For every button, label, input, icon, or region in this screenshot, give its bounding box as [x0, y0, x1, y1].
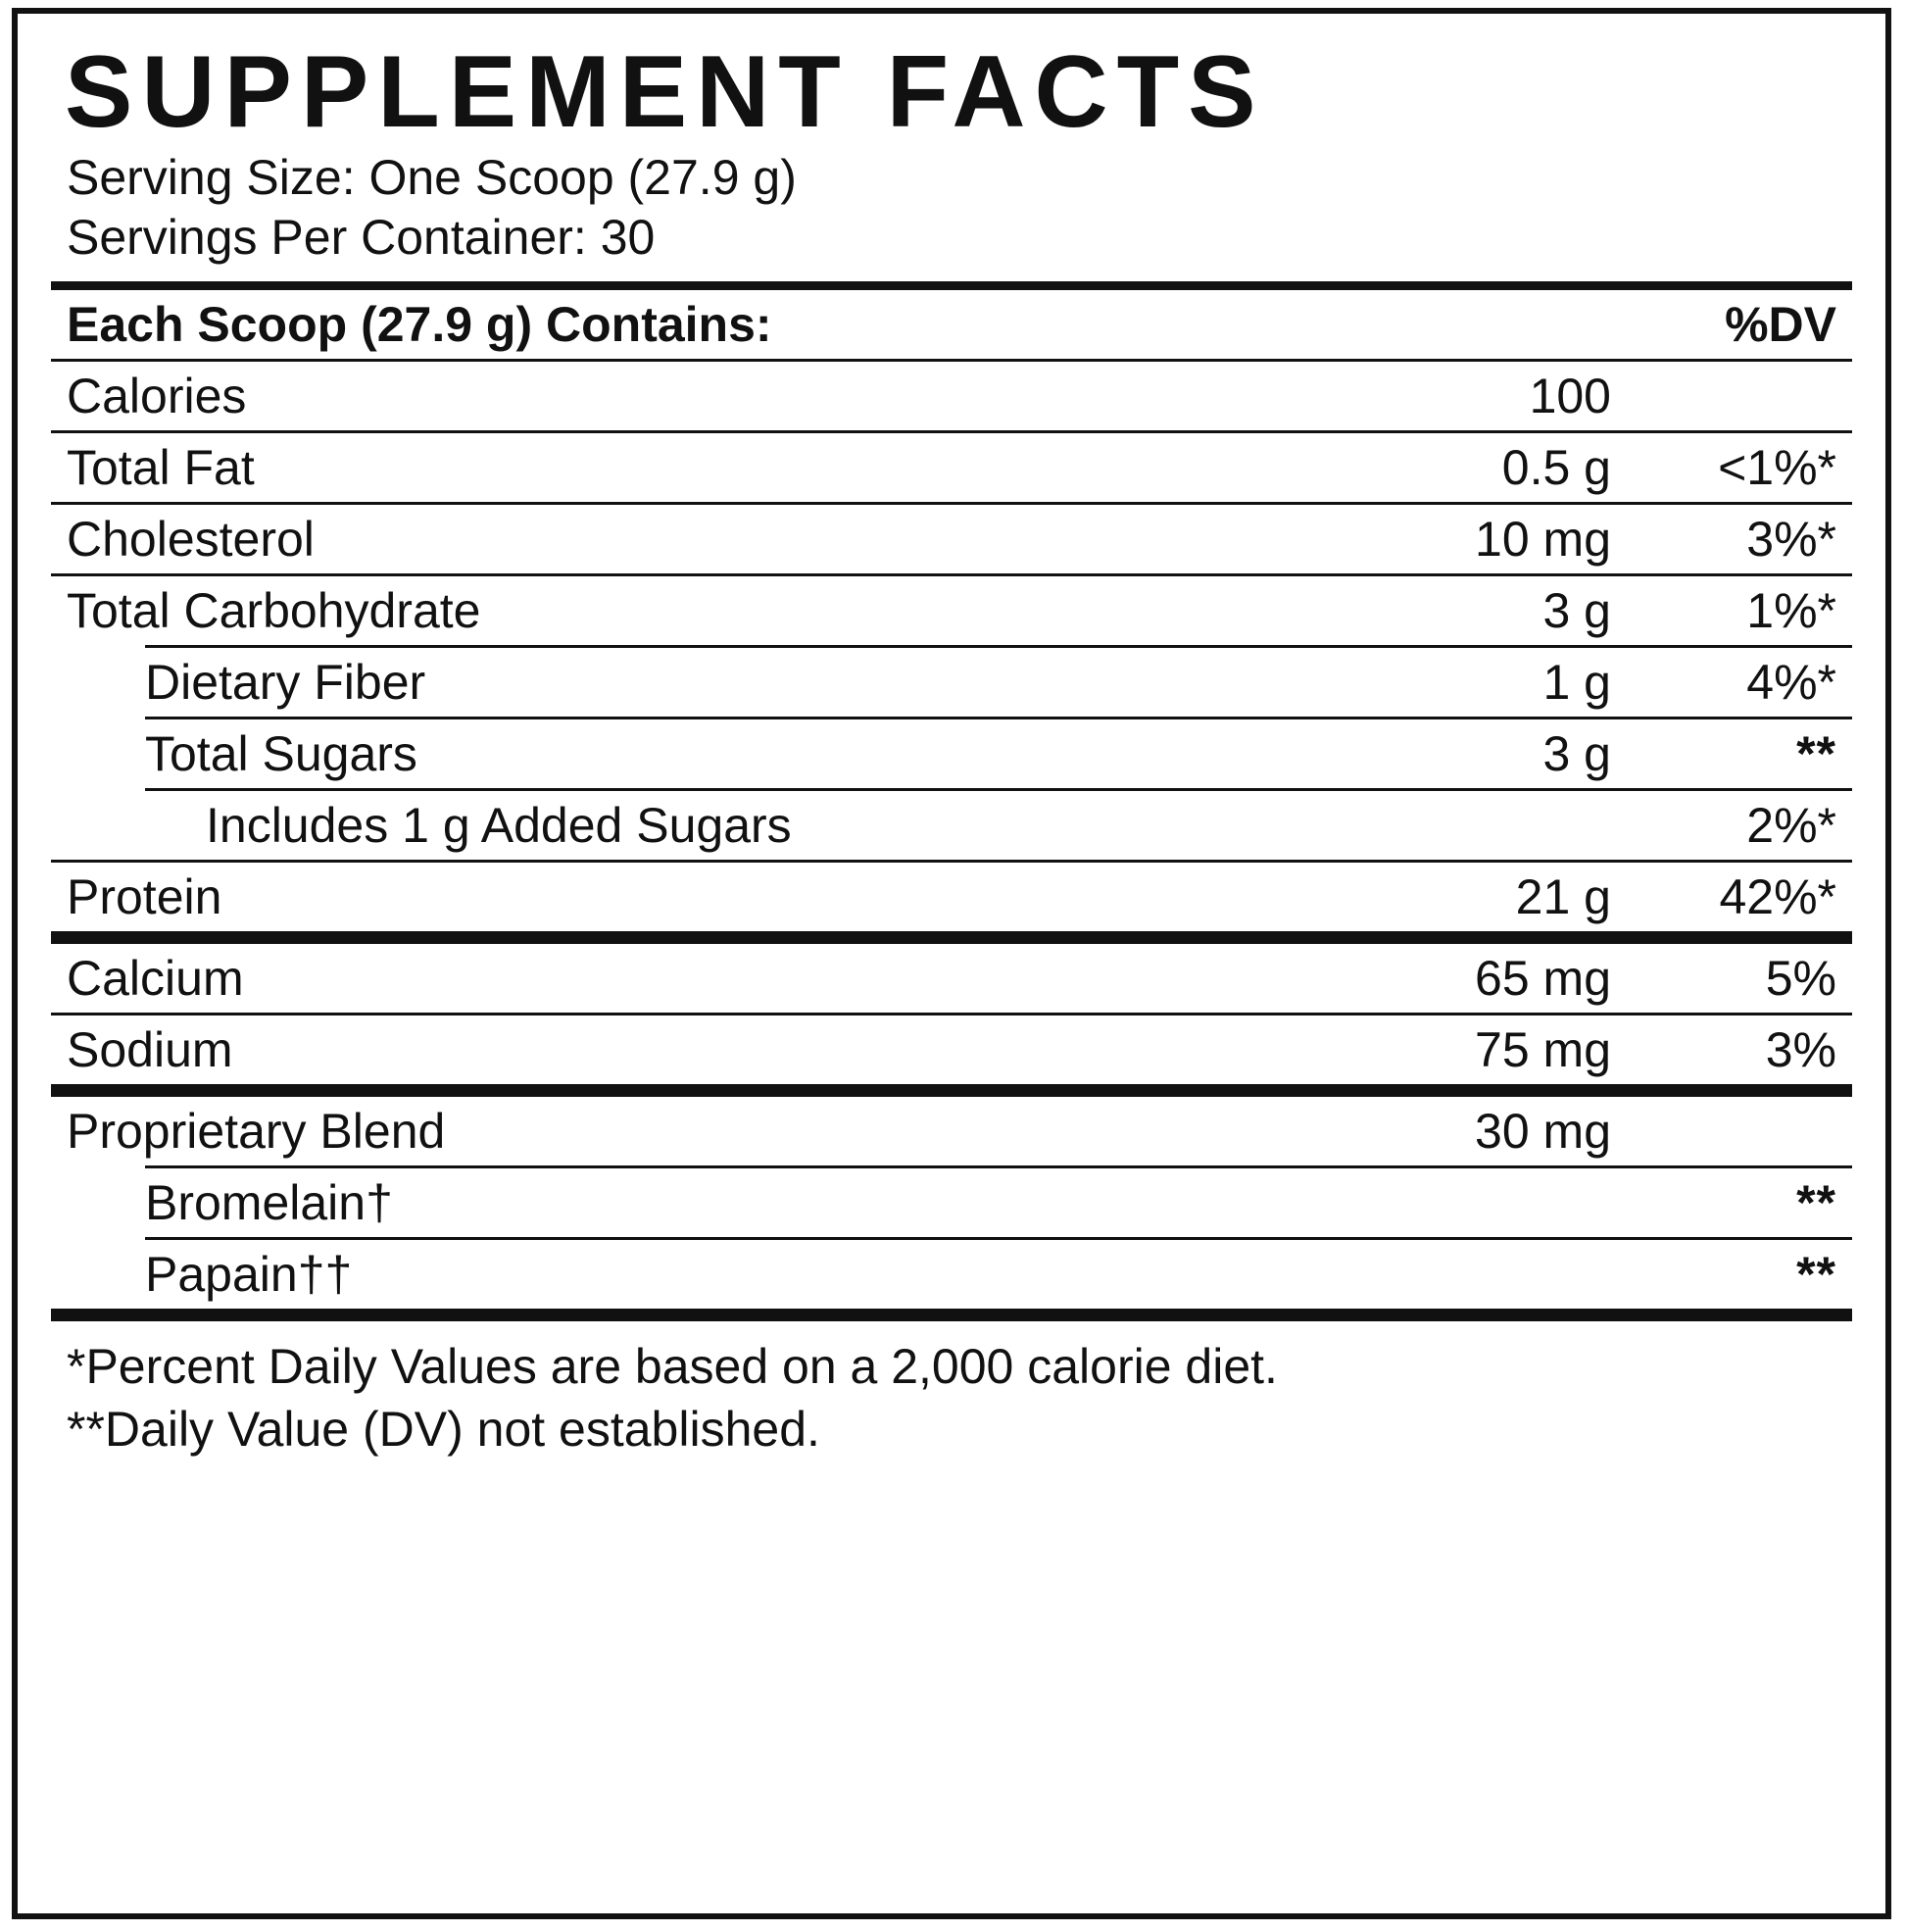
blend-amount: 30 mg	[1475, 1104, 1611, 1160]
nutrient-dv: <1%*	[1718, 440, 1836, 496]
nutrient-dv: 2%*	[1746, 798, 1836, 854]
mineral-amount: 65 mg	[1475, 951, 1611, 1007]
mineral-dv: 3%	[1765, 1022, 1836, 1078]
table-row	[51, 944, 1852, 1013]
page-title: SUPPLEMENT FACTS	[65, 35, 1265, 149]
nutrient-dv: 4%*	[1746, 655, 1836, 711]
footnotes	[67, 1335, 1852, 1461]
blend-item-dv: **	[1796, 1175, 1836, 1231]
table-row	[51, 1097, 1852, 1165]
table-row	[51, 719, 1852, 788]
mineral-name: Calcium	[67, 951, 244, 1007]
nutrient-dv: 42%*	[1719, 869, 1836, 925]
nutrient-dv: 3%*	[1746, 512, 1836, 568]
nutrient-amount: 3 g	[1542, 726, 1611, 782]
table-row	[51, 505, 1852, 573]
nutrient-name: Dietary Fiber	[145, 655, 426, 711]
table-row	[51, 362, 1852, 430]
blend-item-name: Papain††	[145, 1247, 353, 1303]
nutrient-amount: 21 g	[1515, 869, 1611, 925]
nutrient-name: Total Fat	[67, 440, 255, 496]
table-row	[51, 863, 1852, 931]
mineral-name: Sodium	[67, 1022, 233, 1078]
footnote-dv-not-established: **Daily Value (DV) not established.	[67, 1402, 820, 1458]
divider-thick-blend	[51, 1084, 1852, 1097]
mineral-amount: 75 mg	[1475, 1022, 1611, 1078]
dv-header: %DV	[1725, 297, 1836, 353]
divider-thick-minerals	[51, 931, 1852, 944]
nutrient-name: Cholesterol	[67, 512, 315, 568]
contains-header: Each Scoop (27.9 g) Contains:	[67, 297, 772, 353]
table-row	[51, 648, 1852, 717]
nutrient-amount: 3 g	[1542, 583, 1611, 639]
table-row	[51, 1016, 1852, 1084]
nutrient-name: Includes 1 g Added Sugars	[206, 798, 792, 854]
nutrient-amount: 0.5 g	[1501, 440, 1611, 496]
nutrient-amount: 1 g	[1542, 655, 1611, 711]
table-row	[51, 791, 1852, 860]
nutrient-dv: **	[1796, 726, 1836, 782]
supplement-facts-box	[12, 8, 1891, 1919]
blend-item-dv: **	[1796, 1247, 1836, 1303]
nutrient-name: Calories	[67, 369, 247, 424]
table-row	[51, 576, 1852, 645]
nutrient-name: Protein	[67, 869, 222, 925]
divider-thick-footnotes	[51, 1309, 1852, 1321]
nutrient-amount: 100	[1529, 369, 1611, 424]
nutrient-amount: 10 mg	[1475, 512, 1611, 568]
nutrient-dv: 1%*	[1746, 583, 1836, 639]
mineral-dv: 5%	[1765, 951, 1836, 1007]
serving-size-text: Serving Size: One Scoop (27.9 g)	[67, 150, 797, 206]
table-header-row	[51, 290, 1852, 359]
servings-per-container-text: Servings Per Container: 30	[67, 210, 656, 266]
blend-name: Proprietary Blend	[67, 1104, 446, 1160]
blend-item-name: Bromelain†	[145, 1175, 393, 1231]
nutrient-name: Total Sugars	[145, 726, 417, 782]
table-row	[51, 1168, 1852, 1237]
table-row	[51, 433, 1852, 502]
divider-thick-top	[51, 281, 1852, 290]
nutrient-name: Total Carbohydrate	[67, 583, 481, 639]
table-row	[51, 1240, 1852, 1309]
footnote-daily-value: *Percent Daily Values are based on a 2,000 calorie diet.	[67, 1339, 1278, 1395]
